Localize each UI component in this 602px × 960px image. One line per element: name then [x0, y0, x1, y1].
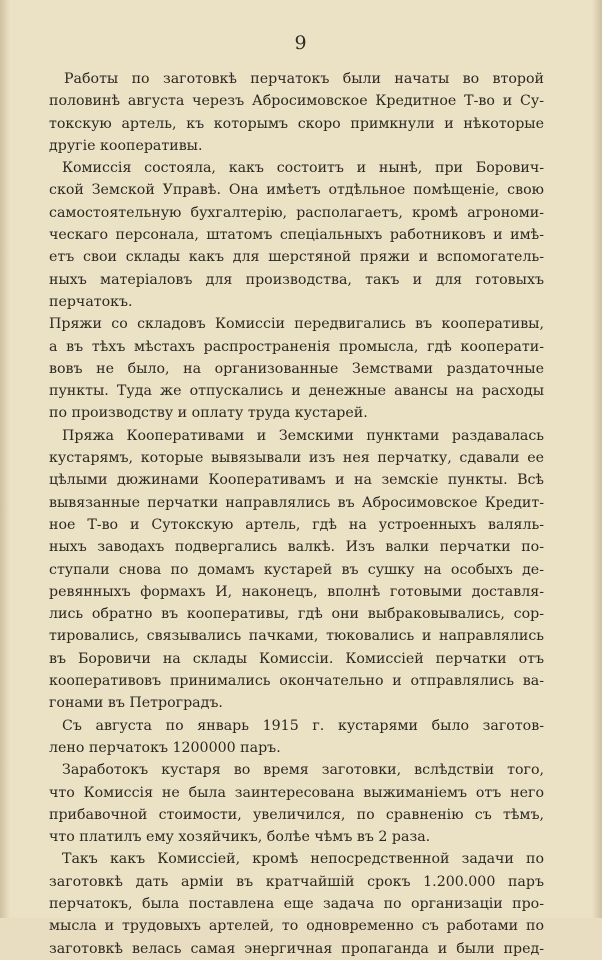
text-line: по производству и оплату труда кустарей. [49, 405, 368, 422]
text-line: ступали снова по домамъ кустарей въ сушку на особыхъ де- [49, 561, 544, 578]
page-edge-shadow-right [592, 0, 602, 918]
text-line: самостоятельную бухгалтерію, располагаетъ, кромѣ агрономи- [49, 204, 544, 221]
text-line: ревянныхъ формахъ И, наконецъ, вполнѣ готовыми доставля- [49, 583, 544, 600]
text-line: тировались, связывались пачками, тюковались и направлялись [49, 628, 544, 645]
text-line: Заработокъ кустаря во время заготовки, вслѣдствіи того, [62, 762, 544, 779]
text-line: ныхъ заводахъ подвергались валкѣ. Изъ валки перчатки по- [49, 539, 544, 556]
page-number: 9 [294, 32, 308, 54]
text-line: что платилъ ему хозяйчикъ, болѣе чѣмъ въ 2 раза. [49, 829, 431, 846]
text-line: пункты. Туда же отпускались и денежные авансы на расходы [49, 383, 544, 400]
text-line: кустарямъ, которые вывязывали изъ нея перчатку, сдавали ее [49, 450, 544, 467]
text-line: гонами въ Петроградъ. [49, 695, 223, 712]
text-line: Пряжи со складовъ Комиссіи передвигались въ кооперативы, [49, 316, 544, 333]
text-line: заготовкѣ дать арміи въ кратчайшій срокъ 1.200.000 паръ [49, 873, 544, 890]
text-line: что Комиссія не была заинтересована выжиманіемъ отъ него [49, 784, 544, 801]
text-line: етъ свои склады какъ для шерстяной пряжи и вспомогатель- [49, 249, 544, 266]
text-line: перчатокъ. [49, 293, 133, 310]
text-line: ное Т-во и Сутокскую артель, гдѣ на устроенныхъ валяль- [49, 516, 544, 533]
text-line: прибавочной стоимости, увеличился, по сравненію съ тѣмъ, [49, 806, 544, 823]
text-line: ныхъ матеріаловъ для производства, такъ и для готовыхъ [49, 271, 544, 288]
text-line: а въ тѣхъ мѣстахъ распространенія промысла, гдѣ кооперати- [49, 338, 544, 355]
text-line: токскую артель, къ которымъ скоро примкнули и нѣкоторые [49, 115, 544, 132]
page-edge-shadow-left [0, 0, 10, 918]
text-line: лено перчатокъ 1200000 паръ. [49, 739, 281, 756]
text-line: другіе кооперативы. [49, 137, 203, 154]
text-line: ской Земской Управѣ. Она имѣетъ отдѣльное помѣщеніе, свою [49, 182, 544, 199]
text-line: половинѣ августа черезъ Абросимовское Кредитное Т-во и Су- [49, 93, 544, 110]
text-line: вывязанные перчатки направлялись въ Абросимовское Кредит- [49, 494, 544, 511]
text-line: Комиссія состояла, какъ состоитъ и нынѣ, при Борович- [62, 160, 544, 177]
text-line: ческаго персонала, штатомъ спеціальныхъ работниковъ и имѣ- [49, 227, 544, 244]
text-line: Пряжа Кооперативами и Земскими пунктами раздавалась [62, 427, 544, 444]
text-line: цѣлыми дюжинами Кооперативамъ и на земскіе пункты. Всѣ [49, 472, 544, 489]
text-line: заготовкѣ велась самая энергичная пропаганда и были пред- [49, 940, 544, 957]
text-line: мысла и трудовыхъ артелей, то одновременно съ работами по [49, 918, 544, 935]
text-line: Работы по заготовкѣ перчатокъ были начаты во второй [64, 71, 544, 87]
body-text [49, 68, 544, 960]
text-line: перчатокъ, была поставлена еще задача по организаціи про- [49, 895, 544, 912]
text-line: кооперативовъ принимались окончательно и отправлялись ва- [49, 673, 544, 690]
text-line: вовъ не было, на организованные Земствами раздаточные [49, 360, 544, 377]
text-line: Такъ какъ Комиссіей, кромѣ непосредственной задачи по [62, 851, 544, 868]
text-line: въ Боровичи на склады Комиссіи. Комиссіей перчатки отъ [49, 650, 544, 667]
text-line: лись обратно въ кооперативы, гдѣ они выбраковывались, сор- [49, 606, 544, 623]
text-line: Съ августа по январь 1915 г. кустарями было заготов- [62, 717, 544, 734]
